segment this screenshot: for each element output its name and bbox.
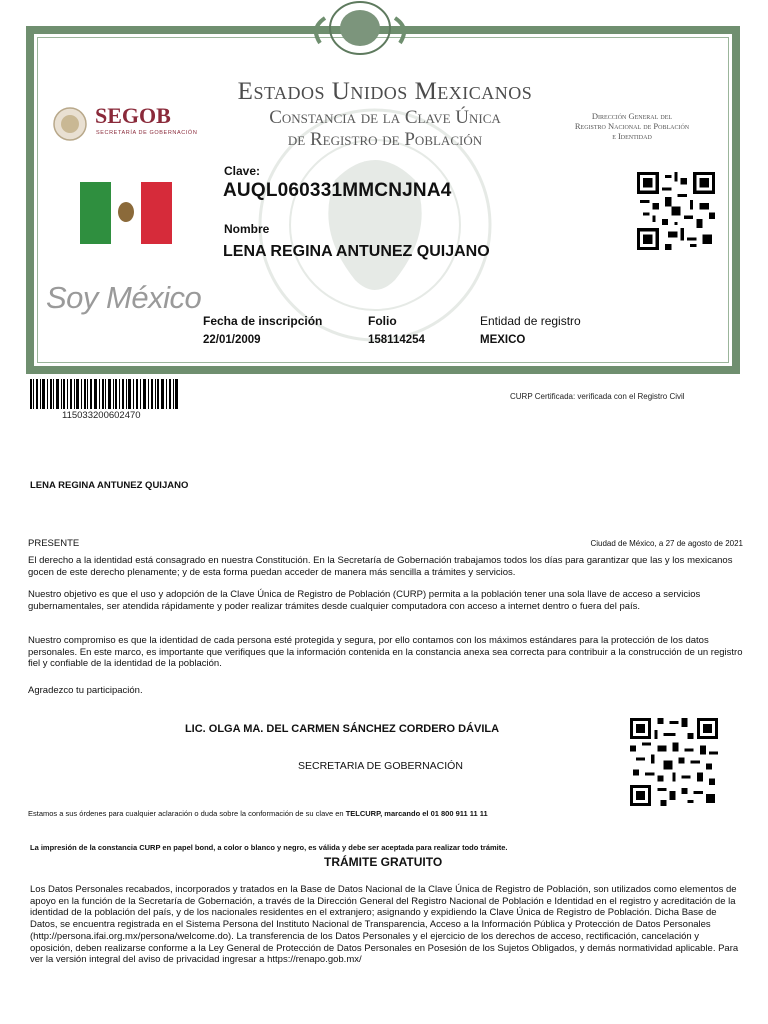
privacy-notice: Los Datos Personales recabados, incorporados y tratados en la Base de Datos Nacional de la Clave Única de Registro de Población, son utilizados como elementos de apoyo en la función de la Secretaría de Gobernación, a través de la Dirección General del Registro Nacional de Población e Identidad en el registro y acreditación de la identidad de la población del país, y de los nacionales residentes en el extranjero; asignando y expidiendo la Clave Única de Registro de Población. Dicha Base de Datos, se encuentra registrada en el Sistema Persona del Instituto Nacional de Transparencia, Acceso a la Información Pública y Protección de Datos Personales (http://persona.ifai.org.mx/persona/welcome.do). La transferencia de los Datos Personales y el ejercicio de los derechos de acceso, rectificación, cancelación y oposición, deben realizarse conforme a la Ley General de Protección de Datos Personales en Posesión de los Sujetos Obligados, y demás normatividad aplicable. Para ver la versión integral del aviso de privacidad ingresar a https://renapo.gob.mx/ (30, 884, 739, 966)
qr-code-icon (630, 718, 718, 806)
tramite-gratuito-heading: TRÁMITE GRATUITO (324, 855, 443, 869)
entidad-value: MEXICO (480, 334, 526, 346)
certificate-subtitle-1: Constancia de la Clave Única (269, 107, 501, 128)
signer-title: SECRETARIA DE GOBERNACIÓN (298, 760, 463, 772)
qr-code-icon (637, 172, 715, 250)
certificate-title: Estados Unidos Mexicanos (237, 78, 533, 105)
dir-line-2: Registro Nacional de Población (574, 121, 690, 131)
letter-date: Ciudad de México, a 27 de agosto de 2021 (590, 539, 743, 548)
segob-seal-icon (52, 106, 88, 142)
fecha-inscripcion-value: 22/01/2009 (203, 334, 261, 346)
paragraph-2: Nuestro objetivo es que el uso y adopción de la Clave Única de Registro de Población (CURP) permita a la población tener una sola llave de acceso a servicios gubernamentales, ser atendida rápidamente y poder realizar trámites desde cualquier computadora con acceso a internet dentro o fuera del país. (28, 589, 701, 612)
folio-value: 158114254 (368, 334, 425, 346)
direccion-general-heading (552, 111, 712, 141)
contact-note (28, 809, 488, 818)
curp-certificada-note: CURP Certificada: verificada con el Registro Civil (510, 392, 685, 401)
nombre-label: Nombre (224, 222, 270, 236)
barcode-icon (30, 379, 178, 409)
national-seal-icon (305, 0, 415, 58)
dir-line-3: e Identidad (612, 131, 652, 141)
barcode-number: 115033200602470 (62, 410, 141, 421)
fecha-inscripcion-label: Fecha de inscripción (203, 314, 323, 328)
segob-subtitle: SECRETARÍA DE GOBERNACIÓN (96, 130, 198, 136)
entidad-label: Entidad de registro (480, 314, 581, 328)
printing-validity-note: La impresión de la constancia CURP en papel bond, a color o blanco y negro, es válida y debe ser aceptada para realizar todo trámite. (30, 843, 508, 852)
folio-label: Folio (368, 314, 397, 328)
segob-logo-text: SEGOB (95, 103, 171, 128)
telcurp-number: TELCURP, marcando el 01 800 911 11 11 (345, 809, 488, 818)
paragraph-3: Nuestro compromiso es que la identidad de cada persona esté protegida y segura, por ello contamos con los máximos estándares para la protección de los datos personales. En este marco, es importante que verifiques que la información contenida en la constancia anexa sea correcta para contribuir a la construcción de un registro fiel y confiable de la identidad de la población. (28, 635, 743, 669)
certificate-subtitle-2: de Registro de Población (287, 129, 483, 150)
paragraph-4: Agradezco tu participación. (28, 685, 143, 696)
soy-mexico-logo: Soy México (46, 280, 202, 315)
mexican-flag-icon (80, 182, 172, 244)
presente-label: PRESENTE (28, 538, 80, 549)
clave-label: Clave: (224, 164, 261, 178)
recipient-name: LENA REGINA ANTUNEZ QUIJANO (30, 480, 189, 491)
nombre-value: LENA REGINA ANTUNEZ QUIJANO (223, 243, 490, 260)
signer-name: LIC. OLGA MA. DEL CARMEN SÁNCHEZ CORDERO DÁVILA (184, 723, 500, 735)
paragraph-1: El derecho a la identidad está consagrado en nuestra Constitución. En la Secretaría de Gobernación trabajamos todos los días para garantizar que las y los mexicanos gocen de este derecho plenamente; y de esta forma puedan acceder de manera más sencilla a trámites y servicios. (28, 555, 733, 578)
clave-value: AUQL060331MMCNJNA4 (223, 180, 452, 201)
dir-line-1: Dirección General del (591, 111, 673, 121)
contact-text: Estamos a sus órdenes para cualquier aclaración o duda sobre la conformación de su clave en (28, 809, 346, 818)
